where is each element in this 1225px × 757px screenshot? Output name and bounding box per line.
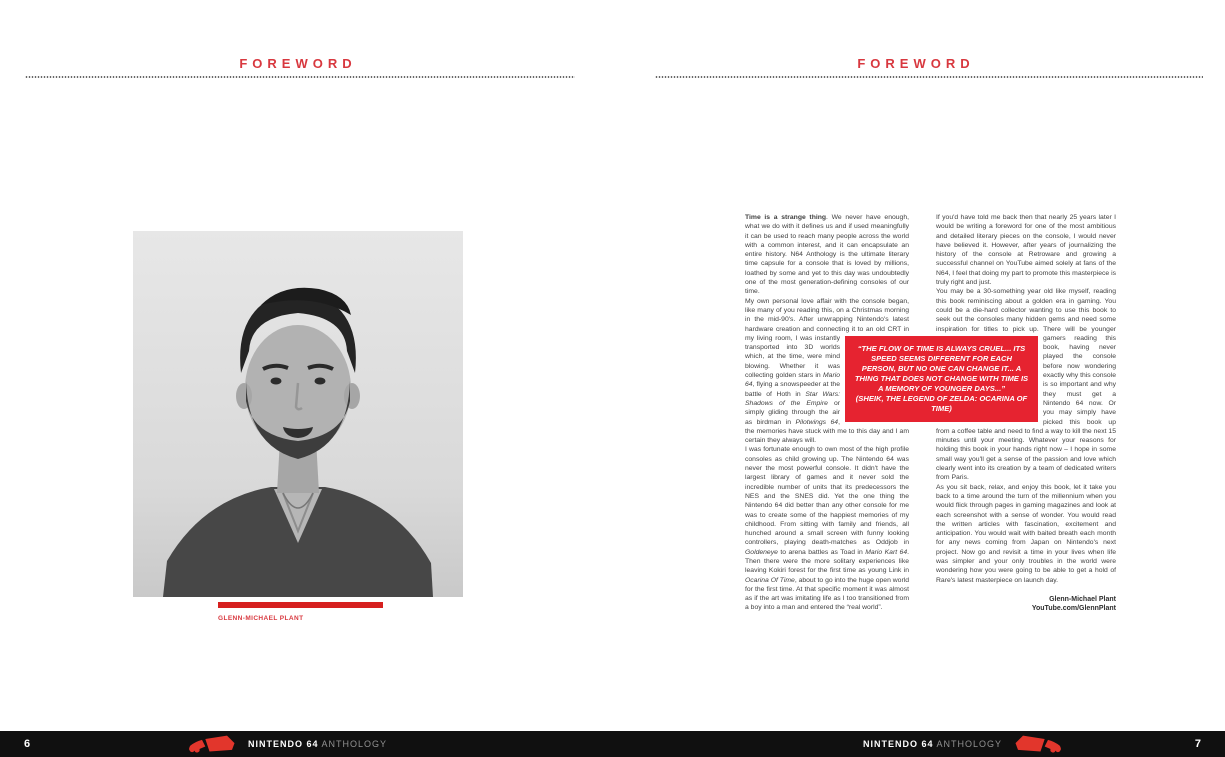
pull-quote-attribution: (SHEIK, THE LEGEND OF ZELDA: OCARINA OF TIME): [855, 394, 1028, 413]
footer-brand-left: [186, 731, 387, 757]
page-number-right: 7: [1194, 738, 1201, 750]
photo-caption: GLENN-MICHAEL PLANT: [218, 615, 304, 622]
footer-brand-text: [248, 739, 387, 749]
paragraph-3: I was fortunate enough to own most of the high profile consoles as child growing up. The Nintendo 64 was never the most powerful console. It didn't have the largest library of games and it never sold the incredible number of units that its predecessors the NES and the SNES did. Yet the one thing the Nintendo 64 did better than any other console for me was to create some of the happiest memories of my childhood. From sitting with family and friends, all hunched around a small screen with funny looking controllers, playing death-matches as Oddjob in Goldeneye to arena battles as Toad in Mario Kart 64. Then there were the more solitary experiences like leaving Kokiri forest for the first time as young Link in Ocarina Of Time, about to go into the huge open world for the first time. At that specific moment it was almost as if the art was imitating life as I too transitioned from a boy into a man and entered the “real world”.: [745, 446, 909, 612]
right-dotted-rule: [655, 76, 1203, 78]
brand-light: ANTHOLOGY: [936, 739, 1003, 749]
paragraph-6: As you sit back, relax, and enjoy this book, let it take you back to a time around the turn of the millennium when you would flick through pages in gaming magazines and look at each screenshot with a sense of wonder. You would read the written articles with fascination, excitement and anticipation. You would wait with baited breath each month for any news coming from Japan on Nintendo's next project. Now go and revisit a time in your lives when life was simpler and your only troubles in the world were wondering how you were going to be able to get a hold of Rare's latest masterpiece on launch day.: [936, 483, 1116, 584]
brand-bold: NINTENDO 64: [863, 739, 934, 749]
signature-block: [936, 595, 1116, 614]
brand-bold: NINTENDO 64: [248, 739, 319, 749]
n64-logo-icon: [1012, 734, 1064, 754]
portrait-photo: [133, 231, 463, 597]
footer-brand-right: [863, 731, 1064, 757]
paragraph-5: You may be a 30-something year old like myself, reading this book reminiscing about a golden era in gaming. You could be a die-hard collector wanting to use this book to seek out the consoles many hidden gems and need some inspiration for titles to pick up. There will be younger gamers reading this book, having never played the console before now wondering exactly why this console is so important and why they must get a Nintendo 64 now. Or you may simply have picked this book up from a coffee table and need to find a way to kill the next 15 minutes until your meeting. Whatever your reasons for holding this book in your hands right now – I hope in some small way you'll get a sense of the passion and love which clearly went into its creation by a team of dedicated writers from Paris.: [936, 288, 1116, 482]
right-page-title: FOREWORD: [857, 56, 975, 71]
caption-underline-bar: [218, 602, 383, 608]
pull-quote-box: [845, 336, 1038, 422]
footer-brand-text: [863, 739, 1002, 749]
signature-name: Glenn-Michael Plant: [1049, 595, 1116, 603]
paragraph-1: Time is a strange thing. We never have enough, what we do with it defines us and if used meaningfully it can be used to reach many people across the world with a common interest, and it can encapsulate an entire history. N64 Anthology is the ultimate literary time capsule for a console that is loved by millions, loathed by some and yet to this day was undoubtedly one of the most generation-defining consoles of our time.: [745, 214, 910, 296]
brand-light: ANTHOLOGY: [321, 739, 388, 749]
signature-channel: YouTube.com/GlennPlant: [1031, 605, 1116, 613]
n64-logo-icon: [186, 734, 238, 754]
pull-quote-text: “THE FLOW OF TIME IS ALWAYS CRUEL... ITS SPEED SEEMS DIFFERENT FOR EACH PERSON, BUT NO ONE CAN CHANGE IT... A THING THAT DOES NOT CHANGE WITH TIME IS A MEMORY OF YOUNGER DAYS...”: [854, 344, 1029, 393]
paragraph-4: If you'd have told me back then that nearly 25 years later I would be writing a foreword for one of the most ambitious and detailed literary pieces on the console, I would never have believed it. However, after years of journalizing the history of the console at Retroware and growing a successful channel on YouTube aimed solely at fans of the N64, I feel that doing my part to promote this masterpiece is truly right and just.: [936, 214, 1116, 287]
paragraph-2: My own personal love affair with the console began, like many of you reading this, on a Christmas morning in the mid-90's. After unwrapping Nintendo's latest hardware creation and connecting it to an old CRT in my living room, I was instantly transported into 3D worlds which, at the time, were mind blowing. Whether it was collecting golden stars in Mario 64, flying a snowspeeder at the battle of Hoth in Star Wars: Shadows of the Empire or simply gliding through the air as birdman in Pilotwings 64, the memories have stuck with me to this day and I am certain they always will.: [745, 297, 909, 445]
left-dotted-rule: [25, 76, 575, 78]
page-number-left: 6: [24, 738, 31, 750]
left-page-title: FOREWORD: [239, 56, 357, 71]
